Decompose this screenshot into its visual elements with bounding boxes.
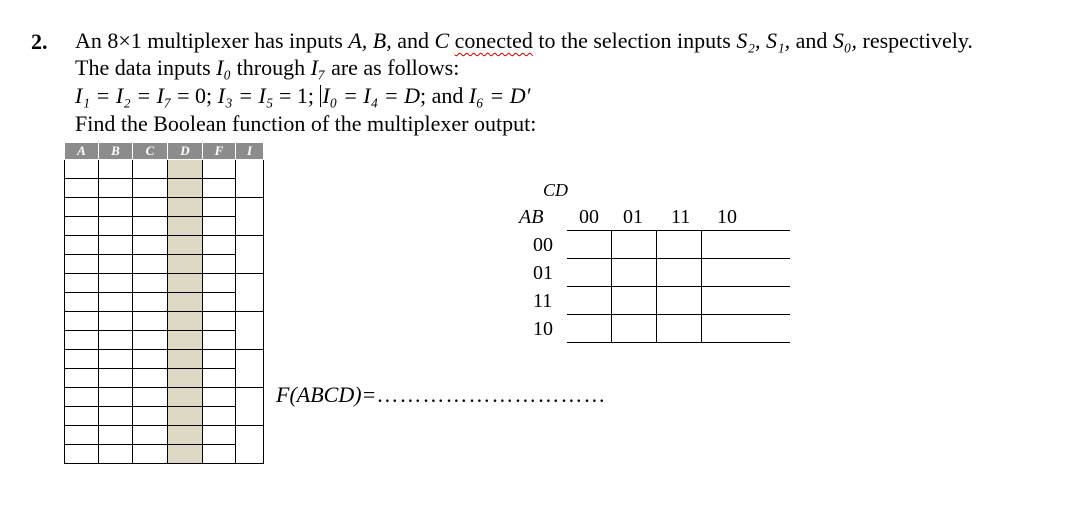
- table-cell: [133, 160, 168, 179]
- table-cell: [236, 350, 264, 388]
- kmap-ab-label: AB: [519, 206, 544, 228]
- table-cell: [133, 274, 168, 293]
- table-cell: [65, 369, 99, 388]
- table-cell: [99, 217, 133, 236]
- table-cell: [168, 331, 203, 350]
- table-row: [65, 350, 264, 369]
- table-cell: [99, 236, 133, 255]
- kmap-row-header: 00: [533, 234, 553, 256]
- kmap-cell: [657, 287, 702, 315]
- table-cell: [203, 388, 236, 407]
- kmap-cell: [612, 259, 657, 287]
- table-row: [65, 160, 264, 179]
- table-cell: [236, 388, 264, 426]
- header-a: A: [65, 143, 99, 160]
- question-line-1: [75, 28, 973, 54]
- table-cell: [203, 407, 236, 426]
- table-cell: [65, 426, 99, 445]
- kmap-row: [567, 315, 790, 343]
- output-label: F(ABCD)=: [276, 382, 377, 407]
- table-row: [65, 217, 264, 236]
- table-cell: [203, 350, 236, 369]
- output-function: [276, 382, 606, 408]
- kmap-cell: [657, 315, 702, 343]
- kmap-cell: [702, 287, 791, 315]
- kmap-cd-label: CD: [543, 180, 569, 200]
- kmap-row: [567, 231, 790, 259]
- table-cell: [168, 445, 203, 464]
- table-cell: [133, 198, 168, 217]
- equation-1: I₁ = I₂ = I₇: [75, 83, 172, 108]
- table-cell: [168, 407, 203, 426]
- text: to the selection inputs: [532, 28, 737, 53]
- kmap-cell: [612, 315, 657, 343]
- equation-2: I₃ = I₅: [217, 83, 274, 108]
- variable-c: C: [434, 28, 450, 53]
- output-blank: …………………………: [376, 382, 607, 407]
- table-cell: [133, 293, 168, 312]
- table-cell: [65, 236, 99, 255]
- table-cell: [168, 179, 203, 198]
- table-cell: [133, 369, 168, 388]
- kmap-cell: [657, 259, 702, 287]
- table-row: [65, 255, 264, 274]
- kmap-cell: [567, 287, 612, 315]
- table-cell: [236, 426, 264, 464]
- value-1: = 0;: [171, 83, 218, 108]
- table-cell: [203, 369, 236, 388]
- table-row: [65, 293, 264, 312]
- table-cell: [203, 274, 236, 293]
- table-cell: [203, 426, 236, 445]
- table-cell: [133, 388, 168, 407]
- table-cell: [99, 331, 133, 350]
- table-cell: [168, 350, 203, 369]
- table-row: [65, 407, 264, 426]
- kmap-cell: [702, 259, 791, 287]
- table-cell: [133, 179, 168, 198]
- table-cell: [203, 160, 236, 179]
- table-cell: [65, 445, 99, 464]
- table-cell: [168, 198, 203, 217]
- table-cell: [168, 217, 203, 236]
- table-cell: [133, 426, 168, 445]
- table-cell: [236, 160, 264, 198]
- table-cell: [65, 179, 99, 198]
- table-cell: [168, 388, 203, 407]
- header-c: C: [133, 143, 168, 160]
- table-cell: [133, 331, 168, 350]
- header-i: I: [236, 143, 264, 160]
- truth-table-header: [65, 143, 264, 160]
- question-line-4: Find the Boolean function of the multiplexer output:: [75, 111, 537, 136]
- table-cell: [65, 274, 99, 293]
- table-cell: [133, 407, 168, 426]
- kmap-cell: [612, 287, 657, 315]
- table-cell: [133, 255, 168, 274]
- table-cell: [65, 198, 99, 217]
- table-cell: [65, 331, 99, 350]
- table-cell: [203, 236, 236, 255]
- table-cell: [203, 293, 236, 312]
- table-cell: [99, 445, 133, 464]
- table-row: [65, 331, 264, 350]
- kmap-row-header: 10: [533, 318, 553, 340]
- text: respectively.: [857, 28, 973, 53]
- equation-3: I₀ = I₄ = D: [322, 83, 421, 108]
- table-row: [65, 236, 264, 255]
- text: are as follows:: [325, 55, 460, 80]
- table-cell: [203, 445, 236, 464]
- table-cell: [168, 312, 203, 331]
- table-cell: [203, 255, 236, 274]
- table-cell: [133, 217, 168, 236]
- table-row: [65, 179, 264, 198]
- table-cell: [203, 179, 236, 198]
- table-cell: [99, 255, 133, 274]
- kmap-cell: [567, 231, 612, 259]
- equation-4: I₆ = D′: [468, 83, 531, 108]
- table-cell: [168, 160, 203, 179]
- text: The data inputs: [75, 55, 217, 80]
- text: ; and: [420, 83, 469, 108]
- selection-inputs: S₂, S₁,: [736, 28, 791, 53]
- question-line-3: [75, 83, 530, 109]
- table-cell: [133, 236, 168, 255]
- table-cell: [236, 236, 264, 274]
- table-cell: [99, 407, 133, 426]
- table-cell: [65, 293, 99, 312]
- table-cell: [99, 293, 133, 312]
- table-cell: [65, 388, 99, 407]
- table-cell: [236, 312, 264, 350]
- table-cell: [99, 426, 133, 445]
- table-row: [65, 388, 264, 407]
- kmap-col-header: 11: [671, 206, 691, 228]
- table-cell: [203, 331, 236, 350]
- table-row: [65, 312, 264, 331]
- kmap-cell: [657, 231, 702, 259]
- table-cell: [99, 369, 133, 388]
- table-cell: [168, 255, 203, 274]
- table-cell: [133, 312, 168, 331]
- truth-table-body: [65, 160, 264, 464]
- table-cell: [203, 217, 236, 236]
- variables: A, B,: [348, 28, 392, 53]
- input-i0: I₀: [216, 55, 232, 80]
- kmap-row-header: 11: [533, 290, 553, 312]
- header-b: B: [99, 143, 133, 160]
- table-cell: [203, 312, 236, 331]
- table-cell: [99, 198, 133, 217]
- table-cell: [168, 274, 203, 293]
- kmap-cell: [702, 315, 791, 343]
- table-cell: [65, 217, 99, 236]
- table-cell: [133, 445, 168, 464]
- table-row: [65, 426, 264, 445]
- table-cell: [65, 160, 99, 179]
- table-cell: [65, 407, 99, 426]
- table-row: [65, 445, 264, 464]
- table-cell: [236, 274, 264, 312]
- kmap-grid: [567, 230, 790, 343]
- text: and: [790, 28, 833, 53]
- table-row: [65, 369, 264, 388]
- table-row: [65, 198, 264, 217]
- table-cell: [168, 293, 203, 312]
- selection-s0: S₀,: [832, 28, 858, 53]
- table-cell: [65, 312, 99, 331]
- misspelled-word: conected: [454, 28, 533, 53]
- table-cell: [65, 350, 99, 369]
- kmap-col-header: 01: [623, 206, 643, 228]
- table-cell: [99, 350, 133, 369]
- header-d: D: [168, 143, 203, 160]
- table-row: [65, 274, 264, 293]
- table-cell: [168, 426, 203, 445]
- table-cell: [99, 179, 133, 198]
- kmap-row: [567, 259, 790, 287]
- table-cell: [168, 369, 203, 388]
- question-number: 2.: [31, 29, 48, 54]
- table-cell: [168, 236, 203, 255]
- kmap-cell: [702, 231, 791, 259]
- question-line-2: [75, 55, 459, 81]
- value-2: = 1;: [273, 83, 320, 108]
- table-cell: [99, 312, 133, 331]
- text: and: [391, 28, 435, 53]
- table-cell: [99, 160, 133, 179]
- table-cell: [99, 388, 133, 407]
- table-cell: [203, 198, 236, 217]
- kmap-row: [567, 287, 790, 315]
- input-i7: I₇: [310, 55, 326, 80]
- truth-table: [64, 142, 264, 464]
- text: through: [231, 55, 311, 80]
- table-cell: [65, 255, 99, 274]
- table-cell: [99, 274, 133, 293]
- kmap-row-header: 01: [533, 262, 553, 284]
- table-cell: [133, 350, 168, 369]
- kmap-cell: [567, 315, 612, 343]
- kmap-cell: [567, 259, 612, 287]
- kmap-col-header: 10: [717, 206, 737, 228]
- kmap-cell: [612, 231, 657, 259]
- text: An 8×1 multiplexer has inputs: [75, 28, 349, 53]
- table-cell: [236, 198, 264, 236]
- kmap-col-header: 00: [579, 206, 599, 228]
- header-f: F: [203, 143, 236, 160]
